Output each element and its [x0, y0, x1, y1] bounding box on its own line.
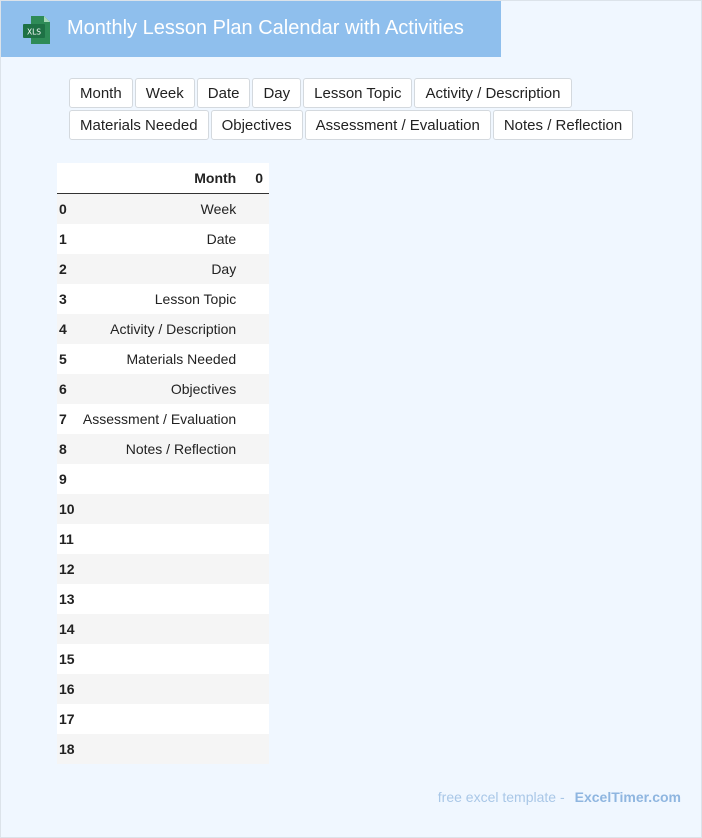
- row-value: [76, 554, 249, 584]
- table-row: [57, 314, 269, 344]
- row-index: 9: [57, 464, 76, 494]
- title-bar: [1, 1, 501, 57]
- row-col0-cell: [249, 494, 269, 524]
- row-col0-cell: [249, 704, 269, 734]
- chip-lesson-topic[interactable]: Lesson Topic: [303, 78, 412, 108]
- table-row: [57, 644, 269, 674]
- row-index: 7: [57, 404, 76, 434]
- table-row: [57, 674, 269, 704]
- footer-brand-link[interactable]: ExcelTimer.com: [574, 789, 681, 805]
- chip-assessment-evaluation[interactable]: Assessment / Evaluation: [305, 110, 491, 140]
- row-index: 2: [57, 254, 76, 284]
- row-value: Week: [76, 194, 249, 225]
- row-index: 13: [57, 584, 76, 614]
- row-value: Materials Needed: [76, 344, 249, 374]
- row-index: 5: [57, 344, 76, 374]
- row-value: [76, 644, 249, 674]
- chip-date[interactable]: Date: [197, 78, 251, 108]
- table-row: [57, 494, 269, 524]
- table-row: [57, 224, 269, 254]
- row-col0-cell: [249, 584, 269, 614]
- row-col0-cell: [249, 284, 269, 314]
- row-value: [76, 614, 249, 644]
- table-row: [57, 524, 269, 554]
- chip-day[interactable]: Day: [252, 78, 301, 108]
- row-value: [76, 674, 249, 704]
- row-col0-cell: [249, 554, 269, 584]
- row-index: 6: [57, 374, 76, 404]
- row-col0-cell: [249, 734, 269, 764]
- table-row: [57, 554, 269, 584]
- row-value: [76, 524, 249, 554]
- table-row: [57, 344, 269, 374]
- row-col0-cell: [249, 194, 269, 225]
- row-col0-cell: [249, 374, 269, 404]
- column-chip-list: [69, 78, 669, 142]
- row-value: [76, 734, 249, 764]
- row-col0-cell: [249, 614, 269, 644]
- index-header: [57, 163, 76, 194]
- row-col0-cell: [249, 224, 269, 254]
- row-index: 18: [57, 734, 76, 764]
- chip-row: [69, 78, 669, 108]
- chip-month[interactable]: Month: [69, 78, 133, 108]
- table-row: [57, 704, 269, 734]
- row-col0-cell: [249, 644, 269, 674]
- row-index: 3: [57, 284, 76, 314]
- table-row: [57, 284, 269, 314]
- column-header-0: 0: [249, 163, 269, 194]
- column-header-month: Month: [76, 163, 249, 194]
- data-table-viewport: [59, 163, 269, 765]
- table-header-row: [57, 163, 269, 194]
- row-value: Notes / Reflection: [76, 434, 249, 464]
- row-index: 11: [57, 524, 76, 554]
- row-col0-cell: [249, 524, 269, 554]
- row-value: [76, 704, 249, 734]
- table-row: [57, 374, 269, 404]
- svg-text:XLS: XLS: [26, 27, 42, 37]
- row-col0-cell: [249, 344, 269, 374]
- chip-activity-description[interactable]: Activity / Description: [414, 78, 571, 108]
- table-row: [57, 614, 269, 644]
- row-value: [76, 584, 249, 614]
- row-value: [76, 494, 249, 524]
- row-value: Lesson Topic: [76, 284, 249, 314]
- row-col0-cell: [249, 464, 269, 494]
- chip-materials-needed[interactable]: Materials Needed: [69, 110, 209, 140]
- row-index: 10: [57, 494, 76, 524]
- row-index: 8: [57, 434, 76, 464]
- row-index: 1: [57, 224, 76, 254]
- table-row: [57, 464, 269, 494]
- row-value: Day: [76, 254, 249, 284]
- chip-notes-reflection[interactable]: Notes / Reflection: [493, 110, 633, 140]
- page-title: Monthly Lesson Plan Calendar with Activities: [67, 17, 464, 39]
- table-row: [57, 254, 269, 284]
- xls-file-icon: [22, 15, 52, 45]
- table-row: [57, 194, 269, 225]
- row-value: Objectives: [76, 374, 249, 404]
- row-index: 4: [57, 314, 76, 344]
- row-col0-cell: [249, 434, 269, 464]
- data-table: [57, 163, 269, 764]
- row-col0-cell: [249, 314, 269, 344]
- table-row: [57, 404, 269, 434]
- chip-row: [69, 110, 669, 140]
- row-index: 0: [57, 194, 76, 225]
- chip-week[interactable]: Week: [135, 78, 195, 108]
- row-index: 14: [57, 614, 76, 644]
- row-value: Activity / Description: [76, 314, 249, 344]
- row-col0-cell: [249, 674, 269, 704]
- row-value: Assessment / Evaluation: [76, 404, 249, 434]
- footer-prefix: free excel template -: [437, 789, 565, 805]
- row-value: Date: [76, 224, 249, 254]
- row-value: [76, 464, 249, 494]
- row-col0-cell: [249, 254, 269, 284]
- row-col0-cell: [249, 404, 269, 434]
- chip-objectives[interactable]: Objectives: [211, 110, 303, 140]
- footer-credit: [438, 789, 681, 805]
- table-row: [57, 584, 269, 614]
- table-row: [57, 734, 269, 764]
- row-index: 16: [57, 674, 76, 704]
- table-row: [57, 434, 269, 464]
- row-index: 12: [57, 554, 76, 584]
- row-index: 15: [57, 644, 76, 674]
- row-index: 17: [57, 704, 76, 734]
